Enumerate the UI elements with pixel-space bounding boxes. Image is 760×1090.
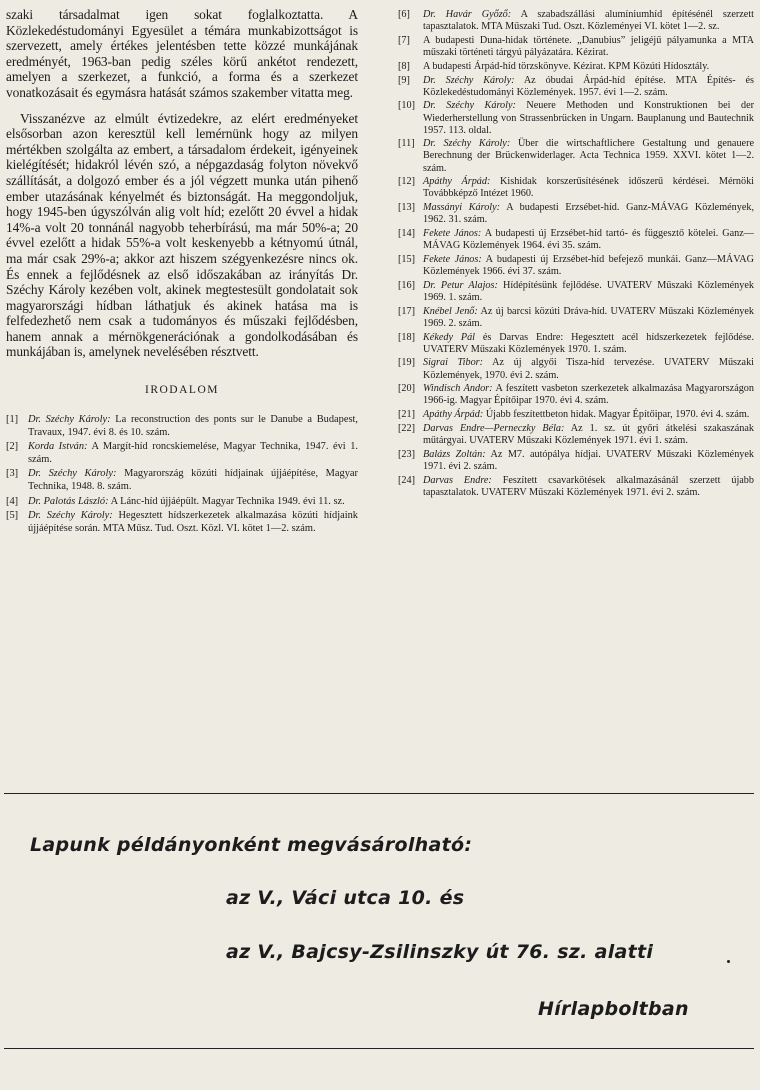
reference-item: [398, 176, 754, 200]
reference-body: Hídépítésünk fejlődése. UVATERV Műszaki Közlemények 1969. 1. szám.: [423, 279, 754, 303]
reference-author: Dr. Széchy Károly:: [423, 100, 516, 112]
reference-text: [423, 280, 754, 304]
reference-body: A budapesti Duna-hidak története. „Danubius” jeligéjű pályamunka a MTA műszaki történeti tárgyú pályázatára. Kézirat.: [423, 34, 754, 58]
reference-text: [423, 35, 754, 59]
reference-item: [398, 306, 754, 330]
reference-author: Kékedy Pál: [423, 331, 476, 343]
reference-text: [423, 423, 754, 447]
reference-author: Dr. Széchy Károly:: [28, 468, 117, 480]
reference-body: Az új barcsi közúti Dráva-híd. UVATERV Műszaki Közlemények 1969. 2. szám.: [423, 305, 754, 329]
reference-number: [18]: [398, 331, 415, 343]
reference-text: [423, 9, 754, 33]
advert-line-2: az V., Váci utca 10. és: [226, 887, 465, 909]
reference-item: [398, 100, 754, 136]
reference-number: [8]: [398, 60, 410, 72]
reference-text: [423, 100, 754, 136]
reference-item: [398, 61, 754, 73]
reference-item: [398, 280, 754, 304]
reference-number: [3]: [6, 468, 19, 480]
reference-body: La reconstruction des ponts sur le Danube a Budapest, Travaux, 1947. évi 8. és 10. szám.: [28, 414, 358, 438]
reference-text: [28, 496, 358, 509]
reference-number: [6]: [398, 9, 410, 20]
reference-text: [423, 332, 754, 356]
reference-author: Dr. Petur Alajos:: [423, 279, 498, 291]
reference-author: Knébel Jenő:: [423, 305, 478, 317]
divider-bottom: [4, 1048, 754, 1049]
reference-body: Über die wirtschaftlichere Gestaltung und genauere Berechnung der Brückenwiderlager. Acta Technica 1959. XXVI. kötet 1—2. szám.: [423, 138, 754, 174]
reference-number: [22]: [398, 423, 415, 434]
reference-item: [398, 75, 754, 99]
left-column: [6, 0, 358, 537]
reference-body: A budapesti új Erzsébet-híd befejező munkái. Ganz—MÁVAG Közlemények 1966. évi 37. szám.: [423, 253, 754, 278]
reference-author: Windisch Andor:: [423, 383, 493, 395]
reference-text: [423, 138, 754, 174]
divider-top: [4, 793, 754, 794]
body-paragraph: szaki társadalmat igen sokat foglalkoztatta. A Közlekedéstudományi Egyesület a témára munkabizottságot is szervezett, amely értékes jelentésben tette közzé munkájának eredményét, 1963-ban pedig széles körű ankétot rendezett, amelyen a szerkezet, a funkció, a forma és a szerkezet vonatkozásait és egymásra hatását számos szakember vitatta meg.: [6, 7, 358, 100]
reference-body: Hegesztett hídszerkezetek alkalmazása közúti hídjaink újjáépítése során. MTA Műsz. Tud. Oszt. Közl. VI. kötet 1—2. szám.: [28, 510, 358, 534]
reference-author: Fekete János:: [423, 228, 482, 240]
reference-number: [23]: [398, 448, 415, 460]
reference-text: [423, 228, 754, 252]
reference-number: [20]: [398, 383, 415, 395]
reference-item: [398, 332, 754, 356]
reference-number: [13]: [398, 202, 415, 214]
reference-number: [24]: [398, 474, 415, 486]
reference-text: [423, 202, 754, 226]
reference-number: [21]: [398, 409, 415, 421]
reference-item: [6, 441, 358, 466]
reference-text: [423, 449, 754, 473]
reference-body: Az óbudai Árpád-híd építése. MTA Építés- és Közlekedéstudományi Közlemények. 1957. évi 1—2. szám.: [423, 74, 754, 98]
reference-item: [398, 254, 754, 278]
reference-body: A budapesti Árpád-híd törzskönyve. Kézirat. KPM Közúti Hídosztály.: [423, 60, 710, 72]
reference-number: [5]: [6, 510, 19, 522]
reference-item: [398, 9, 754, 33]
reference-author: Dr. Széchy Károly:: [423, 74, 515, 86]
reference-text: [28, 441, 358, 466]
reference-text: [423, 176, 754, 200]
references-list-left: [6, 414, 358, 535]
reference-text: [423, 383, 754, 407]
reference-number: [11]: [398, 138, 415, 150]
reference-author: Dr. Széchy Károly:: [28, 414, 111, 426]
reference-author: Apáthy Árpád:: [423, 409, 484, 421]
reference-text: [28, 414, 358, 439]
right-column: [398, 9, 754, 501]
reference-text: [423, 475, 754, 499]
reference-author: Darvas Endre—Perneczky Béla:: [423, 423, 565, 434]
reference-item: [398, 228, 754, 252]
reference-item: [398, 409, 754, 421]
reference-text: [423, 409, 754, 421]
reference-number: [7]: [398, 34, 410, 46]
reference-body: A szabadszállási alumíniumhíd építésénél szerzett tapasztalatok. MTA Műszaki Tud. Oszt. Közleményei VI. kötet 1—2. sz.: [423, 9, 754, 33]
reference-text: [28, 510, 358, 535]
reference-author: Apáthy Árpád:: [423, 176, 491, 188]
reference-text: [423, 357, 754, 381]
reference-item: [398, 138, 754, 174]
reference-number: [10]: [398, 100, 415, 112]
reference-author: Sigrai Tibor:: [423, 357, 484, 369]
reference-item: [398, 475, 754, 499]
reference-number: [1]: [6, 414, 19, 426]
reference-item: [398, 449, 754, 473]
reference-number: [4]: [6, 495, 19, 507]
reference-number: [2]: [6, 441, 19, 453]
references-heading: IRODALOM: [145, 384, 219, 397]
reference-item: [398, 35, 754, 59]
reference-item: [398, 202, 754, 226]
reference-body: A budapesti Erzsébet-híd. Ganz-MÁVAG Közlemények, 1962. 31. szám.: [423, 202, 754, 226]
reference-number: [19]: [398, 357, 415, 369]
reference-item: [6, 510, 358, 535]
reference-author: Korda István:: [28, 441, 88, 453]
advert-line-4: Hírlapboltban: [538, 998, 689, 1020]
reference-body: A Margít-híd roncskiemelése, Magyar Technika, 1947. évi 1. szám.: [28, 441, 358, 465]
reference-number: [12]: [398, 176, 415, 188]
advert-line-1: Lapunk példányonként megvásárolható:: [30, 834, 473, 856]
reference-body: A budapesti új Erzsébet-híd tartó- és függesztő kötelei. Ganz—MÁVAG Közlemények 1964. évi 35. szám.: [423, 228, 754, 252]
reference-text: [423, 254, 754, 278]
reference-item: [398, 383, 754, 407]
reference-text: [423, 306, 754, 330]
reference-body: Kishidak korszerűsítésének időszerű kérdései. Mérnöki Továbbképző Intézet 1960.: [423, 176, 754, 200]
reference-number: [14]: [398, 228, 415, 240]
references-list-right: [398, 9, 754, 499]
reference-author: Dr. Széchy Károly:: [423, 138, 511, 150]
stray-dot: [727, 960, 730, 963]
reference-text: [28, 468, 358, 493]
reference-body: Az új algyői Tisza-híd tervezése. UVATERV Műszaki Közlemények, 1970. évi 2. szám.: [423, 357, 754, 381]
reference-author: Massányi Károly:: [423, 202, 501, 214]
reference-number: [9]: [398, 74, 410, 86]
reference-text: [423, 75, 754, 99]
reference-item: [398, 423, 754, 447]
reference-body: Az 1. sz. út győri átkelési szakaszának műtárgyai. UVATERV Műszaki Közlemények 1971. évi 1. szám.: [423, 423, 754, 447]
reference-number: [16]: [398, 279, 415, 291]
reference-author: Darvas Endre:: [423, 474, 492, 486]
reference-number: [17]: [398, 305, 415, 317]
reference-item: [6, 496, 358, 509]
reference-body: Neuere Methoden und Konstruktionen bei der Wiederherstellung von Strassenbrücken in Ungarn. Bauplanung und Bautechnik 1957. 113. oldal.: [423, 100, 754, 136]
reference-author: Fekete János:: [423, 253, 482, 265]
reference-author: Dr. Széchy Károly:: [28, 510, 113, 522]
reference-body: Az M7. autópálya hídjai. UVATERV Műszaki Közlemények 1971. évi 2. szám.: [423, 448, 754, 472]
reference-body: Újabb feszítettbeton hidak. Magyar Építőipar, 1970. évi 4. szám.: [483, 409, 750, 421]
reference-text: [423, 61, 754, 73]
reference-item: [6, 468, 358, 493]
reference-body: Feszített csavarkötések alkalmazásánál szerzett újabb tapasztalatok. UVATERV Műszaki Közlemények 1971. évi 2. szám.: [423, 474, 754, 498]
reference-body: A Lánc-híd újjáépült. Magyar Technika 1949. évi 11. sz.: [108, 495, 345, 507]
body-paragraph: Visszanézve az elmúlt évtizedekre, az elért eredményeket elsősorban azon keresztül kell lemérnünk hogy az milyen mértékben szolgálta az embert, a társadalom érdekeit, igényeinek kielégítését; hidakról lévén szó, a népgazdaság folyton növekvő szállítását, a dolgozó ember és a jól végzett munka után pihenő ember utazásának kényelmét és biztonságát. Ha meggondoljuk, hogy 1945-ben úgyszólván alig volt híd; ezelőtt 20 évvel a hidak 14%-a volt 20 tonnánál nagyobb teherbírású, ma már 50%-a; 20 évvel ezelőtt a hidak 55%-a volt keskenyebb a kétnyomú útnál, ma már csak 29%-a; akkor azt hiszem szégyenkezésre nincs ok. És ennek a fejlődésnek az első időszakában az irányítás Dr. Széchy Károly kezében volt, akinek megtestesült gondolatait sok magyarországi hídban láthatjuk és akinek hatása ma is felfedezhető nem csak a tudományos és műszaki fejlődésben, hanem annak a mérnökgenerációnak a gondolkodásában és munkájában is, amelynek nevelésében résztvett.: [6, 110, 358, 360]
advert-line-3: az V., Bajcsy-Zsilinszky út 76. sz. alatti: [226, 941, 654, 963]
reference-author: Dr. Palotás László:: [28, 495, 109, 507]
reference-body: A feszített vasbeton szerkezetek alkalmazása Magyarországon 1966-ig. Magyar Építőipar 1970. évi 4. szám.: [423, 383, 754, 407]
reference-item: [6, 414, 358, 439]
reference-author: Balázs Zoltán:: [423, 448, 486, 460]
reference-body: Magyarország közúti hídjainak újjáépítése, Magyar Technika, 1948. 8. szám.: [28, 468, 358, 493]
reference-item: [398, 357, 754, 381]
reference-author: Dr. Havár Győző:: [423, 9, 512, 20]
reference-body: és Darvas Endre: Hegesztett acél hídszerkezetek fejlődése. UVATERV Műszaki Közlemények 1970. 1. szám.: [423, 331, 754, 355]
reference-number: [15]: [398, 253, 415, 265]
